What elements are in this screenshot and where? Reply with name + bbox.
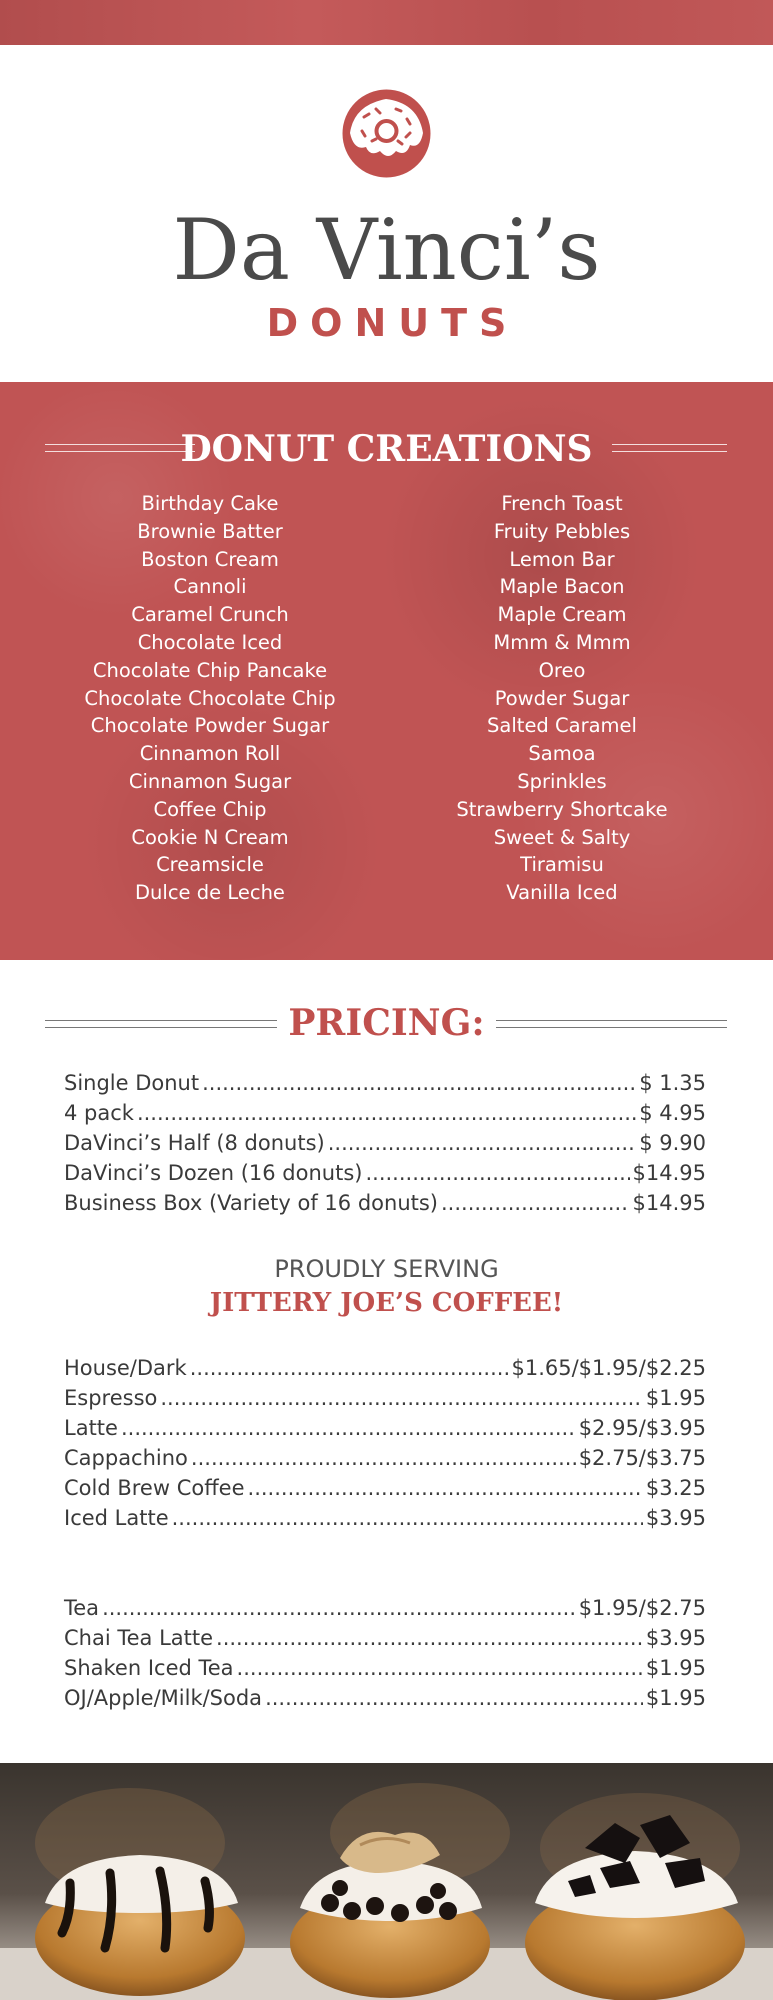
price-row [64, 1413, 706, 1443]
flavor-item: Boston Cream [141, 547, 279, 571]
price-value: $ 4.95 [639, 1101, 706, 1125]
top-photo-strip [0, 0, 773, 45]
flavor-item: Lemon Bar [509, 547, 615, 571]
flavor-item: Chocolate Iced [137, 630, 283, 654]
price-item: House/Dark [64, 1356, 187, 1380]
price-row [64, 1443, 706, 1473]
flavor-list-right [397, 490, 727, 907]
flavor-item: Cinnamon Roll [139, 742, 281, 766]
dot-leader [191, 1443, 576, 1473]
flavor-item: Oreo [538, 658, 586, 682]
flavor-item: Cookie N Cream [131, 825, 289, 849]
price-value: $3.95 [645, 1506, 706, 1530]
flavor-item: Samoa [528, 742, 596, 766]
pricing-section [0, 960, 773, 1763]
flavor-item: Cannoli [173, 575, 247, 599]
price-value: $3.25 [645, 1476, 706, 1500]
flavor-item: Chocolate Powder Sugar [90, 714, 330, 738]
flavor-item: Maple Bacon [499, 575, 625, 599]
price-value: $1.95 [645, 1686, 706, 1710]
dot-leader [121, 1413, 576, 1443]
creations-heading-row [0, 424, 773, 474]
donuts-photo [0, 1763, 773, 2000]
price-item: Chai Tea Latte [64, 1626, 214, 1650]
flavor-list-left [45, 490, 375, 907]
flavor-item: Sweet & Salty [493, 825, 631, 849]
dot-leader [102, 1593, 576, 1623]
pricing-title: PRICING: [288, 1002, 485, 1044]
flavor-item: Salted Caramel [487, 714, 637, 738]
price-item: DaVinci’s Half (8 donuts) [64, 1131, 325, 1155]
flavor-item: Strawberry Shortcake [456, 797, 668, 821]
price-row [64, 1683, 706, 1713]
dot-leader [265, 1683, 643, 1713]
price-item: Shaken Iced Tea [64, 1656, 234, 1680]
flavor-item: Brownie Batter [137, 519, 283, 543]
price-row [64, 1593, 706, 1623]
flavor-item: Birthday Cake [141, 492, 279, 515]
price-item: Espresso [64, 1386, 158, 1410]
price-value: $ 9.90 [639, 1131, 706, 1155]
flavor-item: Chocolate Chocolate Chip [84, 686, 336, 710]
dot-leader [248, 1473, 643, 1503]
price-item: 4 pack [64, 1101, 134, 1125]
dot-leader [328, 1128, 636, 1158]
dot-leader [365, 1158, 629, 1188]
donuts-photo-illustration [0, 1763, 773, 2000]
price-value: $3.95 [645, 1626, 706, 1650]
flavor-item: Mmm & Mmm [493, 630, 631, 654]
dot-leader [202, 1068, 636, 1098]
price-item: Cold Brew Coffee [64, 1476, 245, 1500]
flavor-item: Vanilla Iced [506, 881, 618, 905]
flavor-item: French Toast [501, 492, 623, 515]
brand-subtitle: DONUTS [266, 301, 519, 345]
flavor-item: Tiramisu [520, 853, 604, 877]
price-item: Latte [64, 1416, 118, 1440]
price-value: $1.65/$1.95/$2.25 [511, 1356, 706, 1380]
flavor-item: Fruity Pebbles [493, 519, 631, 543]
heading-rule-right [612, 444, 727, 452]
dot-leader [160, 1383, 643, 1413]
coffee-label: PROUDLY SERVING [274, 1255, 499, 1283]
price-item: Tea [64, 1596, 100, 1620]
price-row [64, 1158, 706, 1188]
price-value: $1.95 [645, 1656, 706, 1680]
creations-title: DONUT CREATIONS [180, 428, 593, 470]
donut-price-list [64, 1068, 706, 1218]
price-row [64, 1353, 706, 1383]
price-value: $1.95 [645, 1386, 706, 1410]
heading-rule-right [496, 1020, 727, 1028]
dot-leader [172, 1503, 643, 1533]
dot-leader [190, 1353, 509, 1383]
price-row [64, 1653, 706, 1683]
coffee-price-list [64, 1353, 706, 1533]
price-row [64, 1503, 706, 1533]
price-value: $2.75/$3.75 [578, 1446, 706, 1470]
brand-header [0, 45, 773, 382]
price-row [64, 1188, 706, 1218]
price-row [64, 1068, 706, 1098]
price-value: $ 1.35 [639, 1071, 706, 1095]
price-row [64, 1128, 706, 1158]
price-value: $2.95/$3.95 [578, 1416, 706, 1440]
price-value: $14.95 [632, 1161, 706, 1185]
dot-leader [216, 1623, 643, 1653]
price-row [64, 1383, 706, 1413]
donut-icon [340, 87, 433, 180]
flavor-item: Dulce de Leche [135, 881, 285, 905]
flavor-item: Caramel Crunch [131, 603, 289, 627]
price-row [64, 1623, 706, 1653]
price-row [64, 1473, 706, 1503]
price-item: OJ/Apple/Milk/Soda [64, 1686, 263, 1710]
price-item: Iced Latte [64, 1506, 169, 1530]
price-item: DaVinci’s Dozen (16 donuts) [64, 1161, 363, 1185]
pricing-heading-row [0, 998, 773, 1048]
dot-leader [237, 1653, 643, 1683]
price-item: Single Donut [64, 1071, 200, 1095]
dot-leader [137, 1098, 636, 1128]
flavor-item: Creamsicle [156, 853, 264, 877]
flavor-item: Chocolate Chip Pancake [92, 658, 328, 682]
flavor-item: Maple Cream [497, 603, 627, 627]
flavor-item: Coffee Chip [153, 797, 267, 821]
price-item: Cappachino [64, 1446, 188, 1470]
flavor-item: Powder Sugar [494, 686, 630, 710]
price-row [64, 1098, 706, 1128]
flavor-item: Sprinkles [517, 769, 607, 793]
price-value: $1.95/$2.75 [578, 1596, 706, 1620]
price-item: Business Box (Variety of 16 donuts) [64, 1191, 438, 1215]
dot-leader [441, 1188, 630, 1218]
drinks-price-list [64, 1593, 706, 1713]
donut-creations-section [0, 382, 773, 960]
flavor-item: Cinnamon Sugar [128, 769, 292, 793]
brand-name: Da Vinci’s [172, 201, 601, 299]
coffee-brand: JITTERY JOE’S COFFEE! [209, 1288, 564, 1318]
price-value: $14.95 [632, 1191, 706, 1215]
